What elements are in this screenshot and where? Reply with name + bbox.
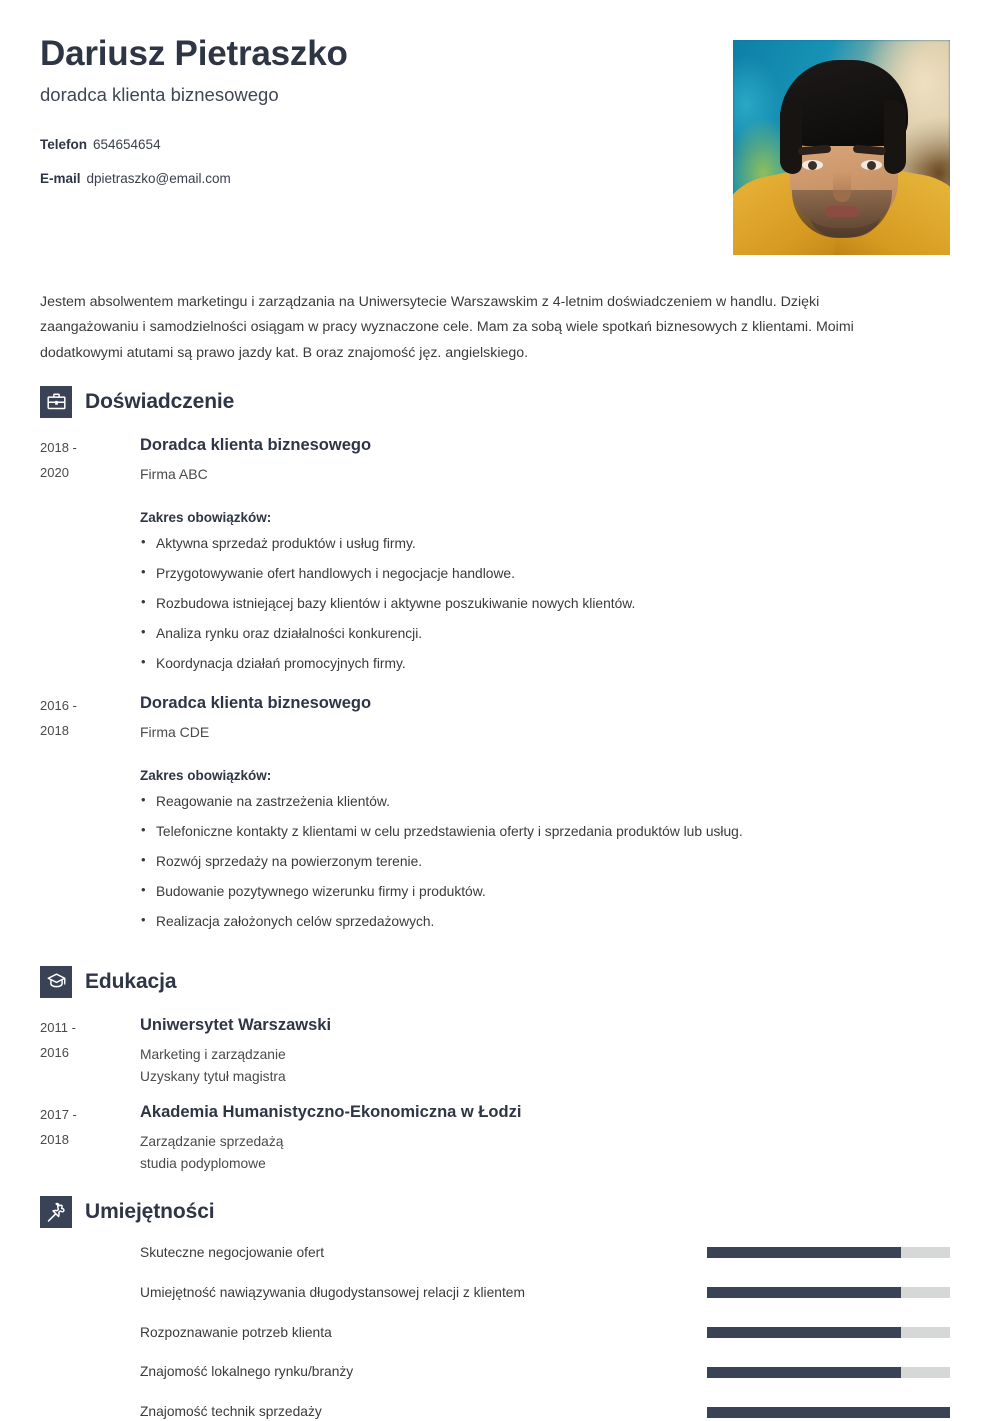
duties-list xyxy=(140,792,950,932)
education-entry xyxy=(40,1101,950,1176)
list-item: • Rozwój sprzedaży na powierzonym terenie. xyxy=(140,852,950,872)
skill-level-bar xyxy=(707,1287,950,1298)
duties-list xyxy=(140,534,950,674)
briefcase-icon xyxy=(40,386,72,418)
section-title-education: Edukacja xyxy=(85,969,177,993)
entry-dates xyxy=(40,1101,140,1176)
cv-header xyxy=(40,0,950,252)
date-to: 2018 xyxy=(40,722,69,738)
skill-row xyxy=(40,1363,950,1381)
date-from: 2018 - xyxy=(40,439,77,455)
education-entry xyxy=(40,1014,950,1089)
puzzle-piece-icon xyxy=(40,1196,72,1228)
skill-level-fill xyxy=(707,1407,950,1418)
photo-pupil-right xyxy=(867,161,876,170)
date-to: 2018 xyxy=(40,1131,69,1147)
entry-field: Marketing i zarządzanie xyxy=(140,1047,286,1063)
profile-summary: Jestem absolwentem marketingu i zarządzania na Uniwersytecie Warszawskim z 4-letnim doświadczeniem w handlu. Dzięki zaangażowaniu i samodzielności osiągam w pracy wyznaczone cele. Mam za sobą wiele spotkań biznesowych z klientami. Moimi dodatkowymi atutami są prawo jazdy kat. B oraz znajomość jęz. angielskiego. xyxy=(40,294,854,361)
date-from: 2016 - xyxy=(40,697,77,713)
section-experience xyxy=(40,386,950,946)
entry-position: Doradca klienta biznesowego xyxy=(140,435,372,454)
entry-body xyxy=(140,1101,950,1176)
list-item: • Realizacja założonych celów sprzedażowych. xyxy=(140,912,950,932)
experience-entry xyxy=(40,692,950,946)
list-item: • Koordynacja działań promocyjnych firmy. xyxy=(140,654,950,674)
entry-dates xyxy=(40,692,140,946)
list-item: • Telefoniczne kontakty z klientami w celu przedstawienia oferty i sprzedania produktów lub usług. xyxy=(140,822,950,842)
photo-pupil-left xyxy=(808,161,817,170)
avatar xyxy=(733,40,950,255)
date-to: 2016 xyxy=(40,1044,69,1060)
entry-field: Zarządzanie sprzedażą xyxy=(140,1133,284,1149)
date-from: 2011 - xyxy=(40,1019,76,1035)
skill-row xyxy=(40,1324,950,1342)
entry-degree: Uzyskany tytuł magistra xyxy=(140,1069,286,1085)
skill-name: Rozpoznawanie potrzeb klienta xyxy=(140,1324,332,1340)
page-title: Dariusz Pietraszko xyxy=(40,34,348,73)
list-item: • Przygotowywanie ofert handlowych i negocjacje handlowe. xyxy=(140,564,950,584)
section-title-experience: Doświadczenie xyxy=(85,389,235,413)
entry-company: Firma CDE xyxy=(140,724,210,741)
skill-level-fill xyxy=(707,1247,901,1258)
skill-level-bar xyxy=(707,1327,950,1338)
entry-body xyxy=(140,1014,950,1089)
entry-position: Doradca klienta biznesowego xyxy=(140,693,372,712)
contact-value-email: dpietraszko@email.com xyxy=(86,170,231,186)
entry-dates xyxy=(40,1014,140,1089)
skill-level-bar xyxy=(707,1407,950,1418)
experience-entry xyxy=(40,434,950,688)
contact-label-email: E-mail xyxy=(40,170,81,186)
photo-hair-left xyxy=(780,102,802,174)
contact-label-phone: Telefon xyxy=(40,137,87,153)
skill-name: Znajomość lokalnego rynku/branży xyxy=(140,1364,354,1380)
photo-mouth xyxy=(825,206,859,217)
photo-nose xyxy=(833,172,851,202)
skill-row xyxy=(40,1403,950,1421)
entry-dates xyxy=(40,434,140,688)
entry-company: Firma ABC xyxy=(140,466,208,483)
skill-name: Znajomość technik sprzedaży xyxy=(140,1404,322,1420)
entry-school: Akademia Humanistyczno-Ekonomiczna w Łodzi xyxy=(140,1102,522,1121)
contact-value-phone: 654654654 xyxy=(93,137,161,153)
date-from: 2017 - xyxy=(40,1106,77,1122)
list-item: • Reagowanie na zastrzeżenia klientów. xyxy=(140,792,950,812)
photo-hair-right xyxy=(884,100,906,174)
section-education xyxy=(40,966,950,1176)
skill-name: Skuteczne negocjowanie ofert xyxy=(140,1244,325,1260)
entry-body xyxy=(140,434,950,688)
graduation-cap-icon xyxy=(40,966,72,998)
list-item: • Analiza rynku oraz działalności konkurencji. xyxy=(140,624,950,644)
skill-level-fill xyxy=(707,1367,901,1378)
skill-level-fill xyxy=(707,1327,901,1338)
list-item: • Budowanie pozytywnego wizerunku firmy i produktów. xyxy=(140,882,950,902)
skill-level-fill xyxy=(707,1287,901,1298)
section-header-skills xyxy=(40,1196,950,1228)
skill-level-bar xyxy=(707,1367,950,1378)
skills-list xyxy=(40,1244,950,1421)
skill-row xyxy=(40,1284,950,1302)
date-to: 2020 xyxy=(40,464,69,480)
entry-body xyxy=(140,692,950,946)
duties-label: Zakres obowiązków: xyxy=(140,767,272,783)
skill-row xyxy=(40,1244,950,1262)
skill-level-bar xyxy=(707,1247,950,1258)
entry-degree: studia podyplomowe xyxy=(140,1156,266,1172)
entry-school: Uniwersytet Warszawski xyxy=(140,1015,332,1034)
section-title-skills: Umiejętności xyxy=(85,1199,215,1223)
list-item: • Rozbudowa istniejącej bazy klientów i aktywne poszukiwanie nowych klientów. xyxy=(140,594,950,614)
section-skills xyxy=(40,1196,950,1421)
section-header-experience xyxy=(40,386,950,418)
section-header-education xyxy=(40,966,950,998)
duties-label: Zakres obowiązków: xyxy=(140,509,272,525)
skill-name: Umiejętność nawiązywania długodystansowej relacji z klientem xyxy=(140,1284,525,1300)
list-item: • Aktywna sprzedaż produktów i usług firmy. xyxy=(140,534,950,554)
job-title: doradca klienta biznesowego xyxy=(40,84,279,106)
